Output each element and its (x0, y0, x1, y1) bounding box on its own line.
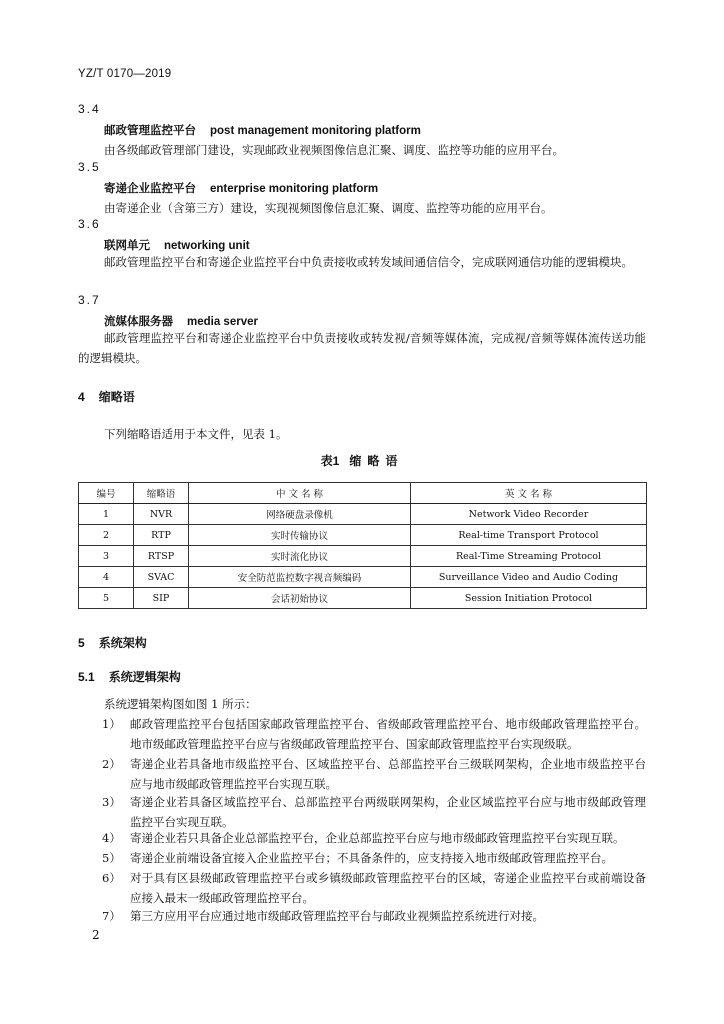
table-cell: 5 (79, 588, 134, 609)
subsection-title: 系统逻辑架构 (108, 670, 181, 684)
standard-number: YZ/T 0170—2019 (78, 68, 172, 80)
list-item-text: 邮政管理监控平台包括国家邮政管理监控平台、省级邮政管理监控平台、地市级邮政管理监控平台。地市级邮政管理监控平台应与省级邮政管理监控平台、国家邮政管理监控平台实现级联。 (130, 717, 646, 751)
section-number: 4 (78, 390, 85, 404)
table-cell: 4 (79, 567, 134, 588)
list-item-label: 2） (102, 757, 121, 771)
list-item (78, 714, 646, 754)
table-cell: Network Video Recorder (411, 504, 647, 525)
list-item-text: 寄递企业若具备区域监控平台、总部监控平台两级联网架构，企业区域监控平台应与地市级邮政管理监控平台实现互联。 (130, 795, 646, 829)
page-number: 2 (92, 928, 100, 942)
term-number: 3.7 (78, 293, 101, 307)
list-item-text: 对于具有区县级邮政管理监控平台或乡镇级邮政管理监控平台的区域，寄递企业监控平台或前端设备应接入最末一级邮政管理监控平台。 (130, 871, 646, 905)
list-item (78, 792, 646, 832)
list-item-label: 3） (102, 795, 121, 809)
term-definition: 由寄递企业（含第三方）建设，实现视频图像信息汇聚、调度、监控等功能的应用平台。 (104, 201, 553, 215)
section-heading (78, 634, 147, 651)
table-caption (0, 452, 724, 469)
table-cell: 1 (79, 504, 134, 525)
table-cell: 网络硬盘录像机 (189, 504, 411, 525)
table-cell: SVAC (134, 567, 189, 588)
subsection-intro: 系统逻辑架构图如图 1 所示： (104, 697, 257, 711)
table-cell: NVR (134, 504, 189, 525)
table-cell: Real-Time Streaming Protocol (411, 546, 647, 567)
list-item-text: 寄递企业若只具备企业总部监控平台，企业总部监控平台应与地市级邮政管理监控平台实现互联。 (130, 831, 625, 845)
table-header-row (79, 483, 647, 504)
abbreviation-table (78, 482, 647, 609)
term-en: enterprise monitoring platform (210, 183, 379, 195)
list-item (78, 906, 646, 926)
term-zh: 寄递企业监控平台 (104, 183, 196, 195)
term-heading (104, 237, 250, 253)
subsection-number: 5.1 (78, 670, 95, 684)
table-cell: 会话初始协议 (189, 588, 411, 609)
table-row (79, 525, 647, 546)
table-cell: Surveillance Video and Audio Coding (411, 567, 647, 588)
term-number: 3.5 (78, 160, 101, 174)
list-item-label: 6） (102, 871, 121, 885)
section-intro: 下列缩略语适用于本文件，见表 1。 (104, 427, 288, 441)
term-en: post management monitoring platform (210, 125, 421, 137)
list-item-label: 1） (102, 717, 121, 731)
term-heading (104, 313, 258, 329)
table-cell: 2 (79, 525, 134, 546)
section-heading (78, 388, 135, 405)
table-cell: 实时传输协议 (189, 525, 411, 546)
list-item-text: 第三方应用平台应通过地市级邮政管理监控平台与邮政业视频监控系统进行对接。 (130, 909, 544, 923)
table-cell: Session Initiation Protocol (411, 588, 647, 609)
table-cell: Real-time Transport Protocol (411, 525, 647, 546)
list-item (78, 828, 646, 848)
term-heading (104, 180, 378, 196)
list-item (78, 754, 646, 794)
table-cell: SIP (134, 588, 189, 609)
term-zh: 流媒体服务器 (104, 316, 173, 328)
list-item-label: 4） (102, 831, 121, 845)
column-header: 编号 (79, 483, 134, 504)
term-zh: 联网单元 (104, 240, 150, 252)
term-number: 3.6 (78, 217, 101, 231)
term-heading (104, 122, 421, 138)
table-cell: 实时流化协议 (189, 546, 411, 567)
column-header: 缩略语 (134, 483, 189, 504)
list-item-text: 寄递企业前端设备宜接入企业监控平台；不具备条件的，应支持接入地市级邮政管理监控平台。 (130, 851, 613, 865)
column-header: 中 文 名 称 (189, 483, 411, 504)
term-en: networking unit (164, 240, 250, 252)
table-row (79, 546, 647, 567)
subsection-heading (78, 668, 181, 685)
section-number: 5 (78, 636, 85, 650)
table-cell: 安全防范监控数字视音频编码 (189, 567, 411, 588)
term-number: 3.4 (78, 102, 101, 116)
term-zh: 邮政管理监控平台 (104, 125, 196, 137)
table-cell: RTSP (134, 546, 189, 567)
table-cell: RTP (134, 525, 189, 546)
term-en: media server (187, 316, 258, 328)
term-definition: 邮政管理监控平台和寄递企业监控平台中负责接收或转发域间通信信令，完成联网通信功能的逻辑模块。 (104, 255, 633, 269)
section-title: 缩略语 (98, 390, 135, 404)
list-item (78, 868, 646, 908)
list-item-label: 5） (102, 851, 121, 865)
table-cell: 3 (79, 546, 134, 567)
list-item-text: 寄递企业若具备地市级监控平台、区域监控平台、总部监控平台三级联网架构，企业地市级监控平台应与地市级邮政管理监控平台实现互联。 (130, 757, 646, 791)
table-row (79, 567, 647, 588)
table-row (79, 504, 647, 525)
list-item-label: 7） (102, 909, 121, 923)
column-header: 英 文 名 称 (411, 483, 647, 504)
table-caption-number: 表1 (320, 454, 340, 468)
list-item (78, 848, 646, 868)
table-caption-title: 缩略语 (349, 454, 404, 468)
term-definition: 由各级邮政管理部门建设，实现邮政业视频图像信息汇聚、调度、监控等功能的应用平台。 (104, 143, 564, 157)
term-definition: 邮政管理监控平台和寄递企业监控平台中负责接收或转发视/音频等媒体流，完成视/音频等媒体流传送功能的逻辑模块。 (78, 331, 646, 365)
section-title: 系统架构 (98, 636, 147, 650)
table-row (79, 588, 647, 609)
